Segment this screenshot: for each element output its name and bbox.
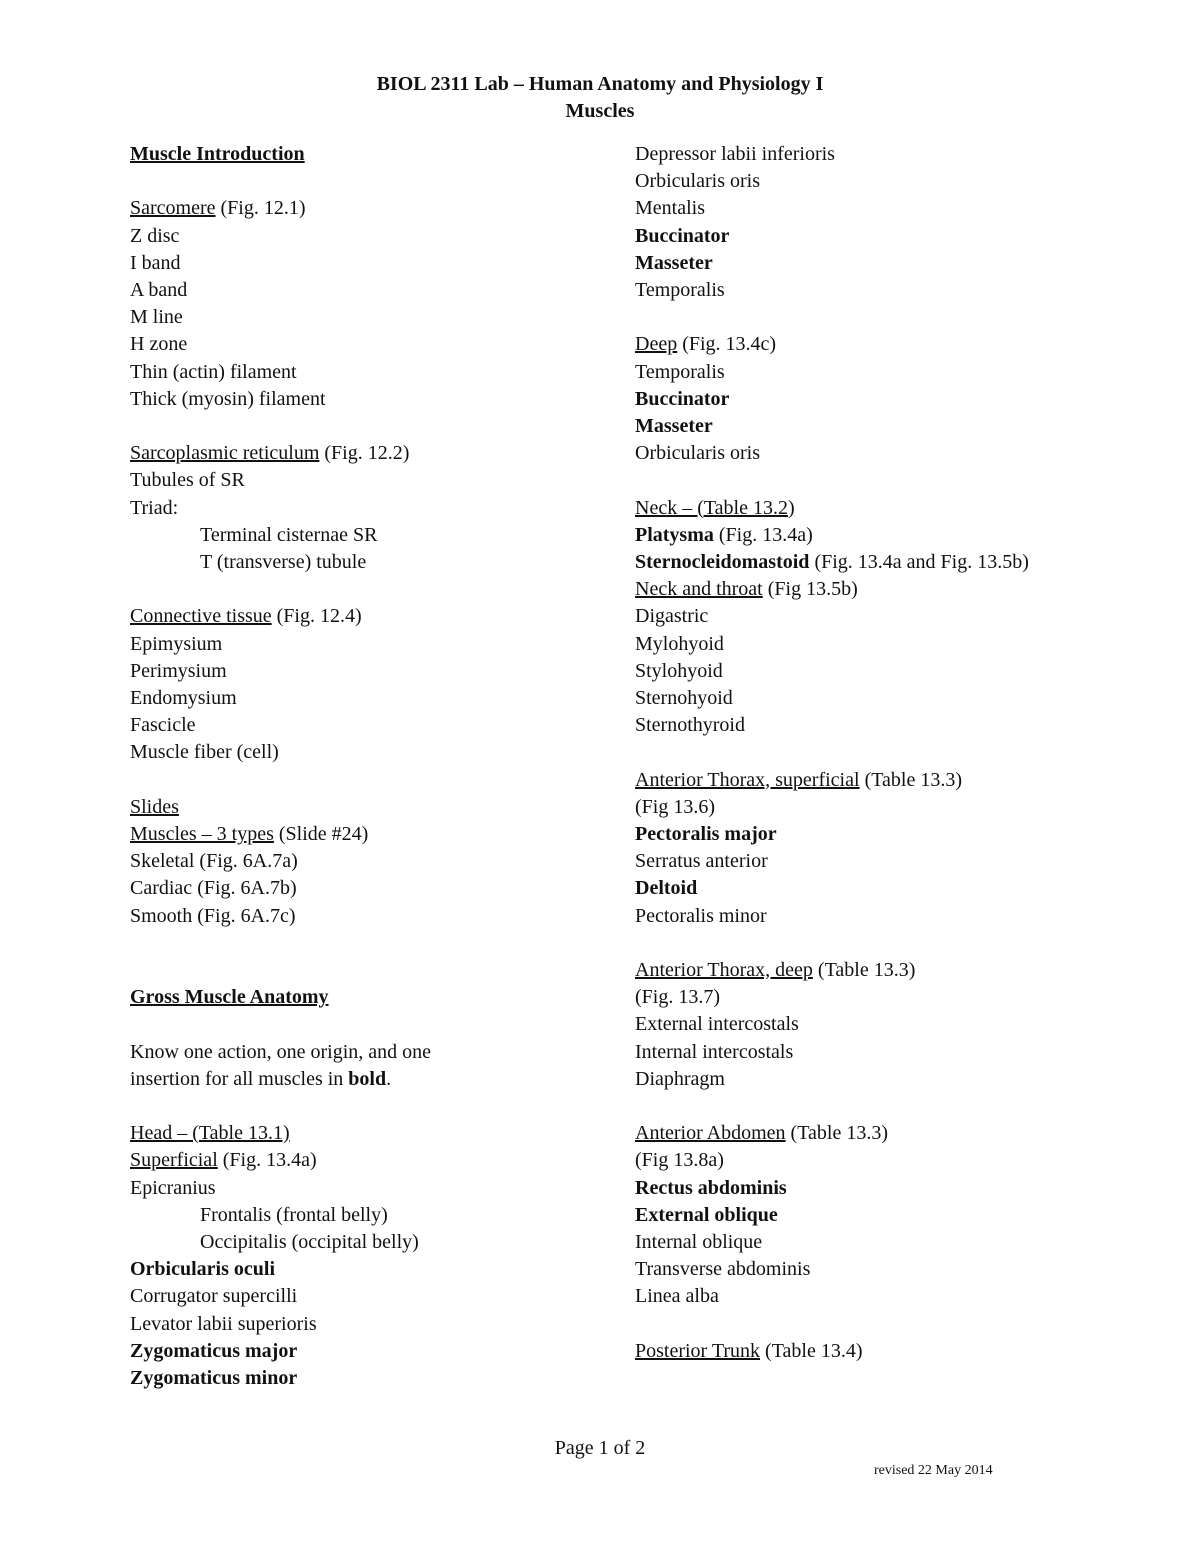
right-column (635, 141, 1055, 1365)
document-title: BIOL 2311 Lab – Human Anatomy and Physiology I (376, 73, 824, 95)
list-item: Sternohyoid (635, 687, 733, 710)
list-item: Z disc (130, 224, 180, 247)
superficial-heading: Superficial (Fig. 13.4a) (130, 1149, 317, 1172)
document-subtitle: Muscles (565, 100, 635, 122)
list-item: Corrugator supercilli (130, 1285, 298, 1308)
list-item: Transverse abdominis (635, 1258, 811, 1281)
list-item-bold: External oblique (635, 1203, 778, 1226)
list-item: Epicranius (130, 1176, 216, 1199)
list-item: Fascicle (130, 714, 196, 737)
connective-tissue-heading: Connective tissue (Fig. 12.4) (130, 605, 362, 628)
list-item: Skeletal (Fig. 6A.7a) (130, 850, 298, 873)
list-item-bold: Buccinator (635, 224, 730, 247)
list-item: Triad: (130, 496, 179, 519)
list-item-bold: Buccinator (635, 387, 730, 410)
list-item-bold: Zygomaticus major (130, 1339, 298, 1362)
page-number: Page 1 of 2 (554, 1437, 646, 1459)
list-item: A band (130, 279, 188, 301)
muscle-introduction-heading: Muscle Introduction (130, 143, 305, 165)
sarcomere-heading: Sarcomere (Fig. 12.1) (130, 197, 306, 220)
list-item-bold: Pectoralis major (635, 823, 777, 846)
list-item: Depressor labii inferioris (635, 143, 835, 165)
instructions-line-2: insertion for all muscles in bold. (130, 1067, 392, 1090)
list-item: Linea alba (635, 1285, 719, 1308)
posterior-trunk-heading: Posterior Trunk (Table 13.4) (635, 1339, 863, 1362)
sarcoplasmic-reticulum-heading: Sarcoplasmic reticulum (Fig. 12.2) (130, 442, 410, 465)
sub-list-item: Frontalis (frontal belly) (200, 1203, 388, 1226)
anterior-thorax-deep-heading: Anterior Thorax, deep (Table 13.3) (635, 959, 916, 982)
figure-ref: (Fig 13.6) (635, 795, 715, 818)
list-item: External intercostals (635, 1013, 799, 1036)
list-item: Levator labii superioris (130, 1312, 317, 1335)
list-item: Internal intercostals (635, 1040, 794, 1063)
figure-ref: (Fig 13.8a) (635, 1149, 724, 1172)
list-item: M line (130, 306, 183, 329)
list-item: Thin (actin) filament (130, 360, 297, 383)
list-item: Tubules of SR (130, 469, 245, 492)
head-heading: Head – (Table 13.1) (130, 1122, 290, 1145)
sub-list-item: T (transverse) tubule (200, 551, 367, 574)
muscle-types-heading: Muscles – 3 types (Slide #24) (130, 823, 369, 846)
slides-heading: Slides (130, 795, 179, 818)
list-item: Temporalis (635, 279, 725, 302)
list-item: Cardiac (Fig. 6A.7b) (130, 877, 297, 900)
anterior-thorax-superficial-heading: Anterior Thorax, superficial (Table 13.3) (635, 768, 963, 791)
neck-heading: Neck – (Table 13.2) (635, 496, 795, 519)
anterior-abdomen-heading: Anterior Abdomen (Table 13.3) (635, 1122, 888, 1145)
figure-ref: (Fig. 13.7) (635, 986, 720, 1009)
gross-muscle-anatomy-heading: Gross Muscle Anatomy (130, 986, 329, 1009)
list-item: Orbicularis oris (635, 170, 760, 193)
list-item-bold: Rectus abdominis (635, 1176, 787, 1199)
list-item: Epimysium (130, 632, 223, 655)
list-item-bold: Deltoid (635, 877, 698, 900)
list-item: Platysma (Fig. 13.4a) (635, 523, 813, 546)
list-item: Thick (myosin) filament (130, 387, 326, 410)
deep-heading: Deep (Fig. 13.4c) (635, 333, 777, 356)
list-item: Orbicularis oris (635, 442, 760, 465)
sub-list-item: Terminal cisternae SR (200, 523, 378, 546)
list-item-bold: Masseter (635, 415, 713, 438)
list-item: Endomysium (130, 687, 237, 710)
instructions-line-1: Know one action, one origin, and one (130, 1040, 432, 1063)
list-item: H zone (130, 333, 188, 356)
list-item: Sternocleidomastoid (Fig. 13.4a and Fig. 13.5b) (635, 551, 1029, 574)
list-item: Temporalis (635, 360, 725, 383)
list-item: Perimysium (130, 659, 227, 682)
list-item-bold: Masseter (635, 251, 713, 274)
neck-throat-heading: Neck and throat (Fig 13.5b) (635, 578, 858, 601)
list-item: Diaphragm (635, 1067, 725, 1090)
list-item: Smooth (Fig. 6A.7c) (130, 904, 296, 927)
list-item: I band (130, 251, 181, 274)
left-column (130, 141, 600, 1392)
list-item: Pectoralis minor (635, 904, 767, 927)
revision-date: revised 22 May 2014 (874, 1463, 993, 1478)
list-item: Stylohyoid (635, 659, 723, 682)
list-item: Serratus anterior (635, 850, 768, 873)
list-item: Digastric (635, 605, 709, 628)
list-item: Mylohyoid (635, 632, 724, 655)
list-item: Sternothyroid (635, 714, 745, 737)
list-item: Mentalis (635, 197, 705, 220)
list-item: Internal oblique (635, 1231, 763, 1254)
list-item-bold: Zygomaticus minor (130, 1367, 298, 1390)
list-item-bold: Orbicularis oculi (130, 1258, 275, 1281)
sub-list-item: Occipitalis (occipital belly) (200, 1231, 419, 1253)
list-item: Muscle fiber (cell) (130, 741, 279, 764)
